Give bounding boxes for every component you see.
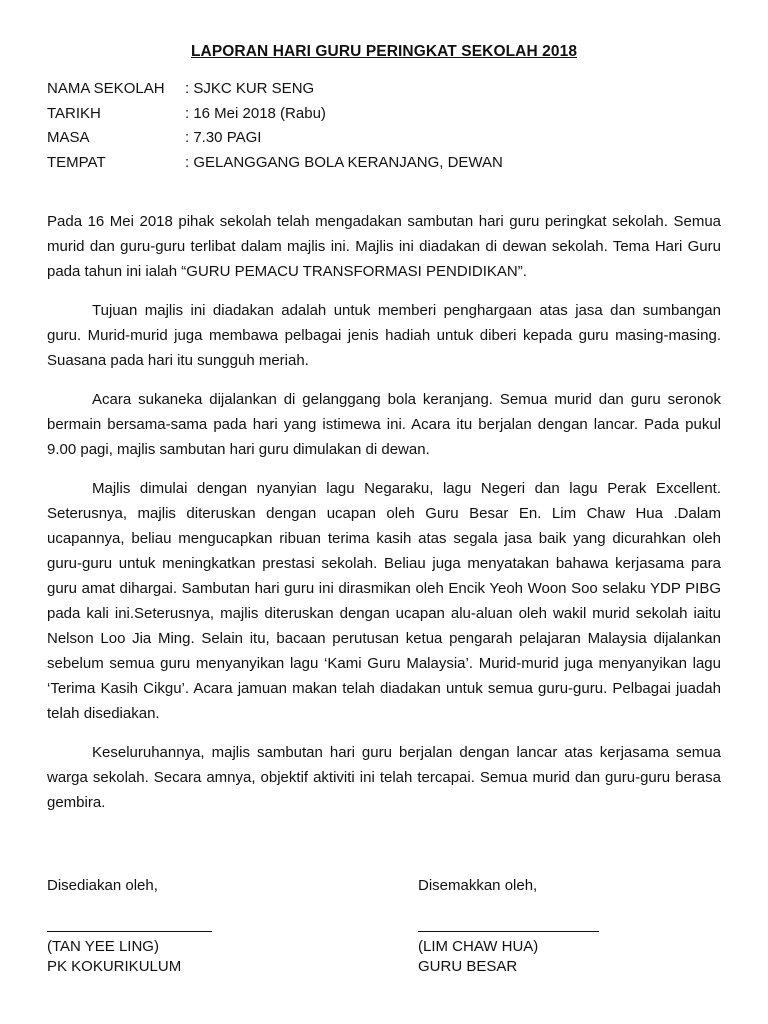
signature-label: Disemakkan oleh, (418, 877, 538, 894)
info-value: : SJKC KUR SENG (185, 80, 315, 97)
info-row-date (47, 105, 727, 130)
document-title: LAPORAN HARI GURU PERINGKAT SEKOLAH 2018 (190, 43, 578, 60)
paragraph-conclusion: Keseluruhannya, majlis sambutan hari guru berjalan dengan lancar atas kerjasama semua warga sekolah. Secara amnya, objektif aktiviti ini telah tercapai. Semua murid dan guru-guru berasa gembira. (47, 744, 721, 811)
info-key: TARIKH (47, 104, 101, 122)
signature-line (47, 930, 212, 932)
info-row-school (47, 80, 727, 105)
signatory-name: (TAN YEE LING) (47, 938, 159, 955)
info-table (47, 80, 727, 178)
signatory-role: GURU BESAR (418, 958, 518, 975)
paragraph-ceremony: Majlis dimulai dengan nyanyian lagu Negaraku, lagu Negeri dan lagu Perak Excellent. Seterusnya, majlis diteruskan dengan ucapan oleh Guru Besar En. Lim Chaw Hua .Dalam ucapannya, beliau mengucapkan ribuan terima kasih atas segala jasa baik yang dicurahkan oleh guru-guru untuk meningkatkan prestasi sekolah. Beliau juga menyatakan bahawa kerjasama para guru amat dihargai. Sambutan hari guru ini dirasmikan oleh Encik Yeoh Woon Soo selaku YDP PIBG pada kali ini.Seterusnya, majlis diteruskan dengan ucapan alu-aluan oleh wakil murid sekolah iaitu Nelson Loo Jia Ming. Selain itu, bacaan perutusan ketua pengarah pelajaran Malaysia dijalankan sebelum semua guru menyanyikan lagu ‘Kami Guru Malaysia’. Murid-murid juga menyanyikan lagu ‘Terima Kasih Cikgu’. Acara jamuan makan telah diadakan untuk semua guru-guru. Pelbagai juadah telah disediakan. (47, 480, 721, 722)
paragraph-purpose: Tujuan majlis ini diadakan adalah untuk memberi penghargaan atas jasa dan sumbangan guru. Murid-murid juga membawa pelbagai jenis hadiah untuk diberi kepada guru masing-masing. Suasana pada hari itu sungguh meriah. (47, 302, 721, 369)
paragraph-intro: Pada 16 Mei 2018 pihak sekolah telah mengadakan sambutan hari guru peringkat sekolah. Semua murid dan guru-guru terlibat dalam majlis ini. Majlis ini diadakan di dewan sekolah. Tema Hari Guru pada tahun ini ialah “GURU PEMACU TRANSFORMASI PENDIDIKAN”. (47, 213, 721, 280)
signatory-role: PK KOKURIKULUM (47, 958, 182, 975)
info-key: NAMA SEKOLAH (47, 80, 165, 97)
signature-block-checked (418, 876, 599, 977)
info-value: : GELANGGANG BOLA KERANJANG, DEWAN (185, 153, 503, 171)
info-value: : 16 Mei 2018 (Rabu) (185, 104, 326, 122)
paragraph-activities: Acara sukaneka dijalankan di gelanggang bola keranjang. Semua murid dan guru seronok bermain bersama-sama pada hari yang istimewa ini. Acara itu berjalan dengan lancar. Pada pukul 9.00 pagi, majlis sambutan hari guru dimulakan di dewan. (47, 391, 721, 458)
info-row-venue (47, 154, 727, 179)
signature-label: Disediakan oleh, (47, 877, 158, 894)
report-body (47, 209, 721, 829)
signature-line (418, 930, 599, 932)
info-key: TEMPAT (47, 153, 106, 171)
info-key: MASA (47, 129, 90, 146)
info-row-time (47, 129, 727, 154)
signature-block-prepared (47, 876, 212, 977)
info-value: : 7.30 PAGI (185, 129, 262, 146)
signatory-name: (LIM CHAW HUA) (418, 938, 539, 955)
